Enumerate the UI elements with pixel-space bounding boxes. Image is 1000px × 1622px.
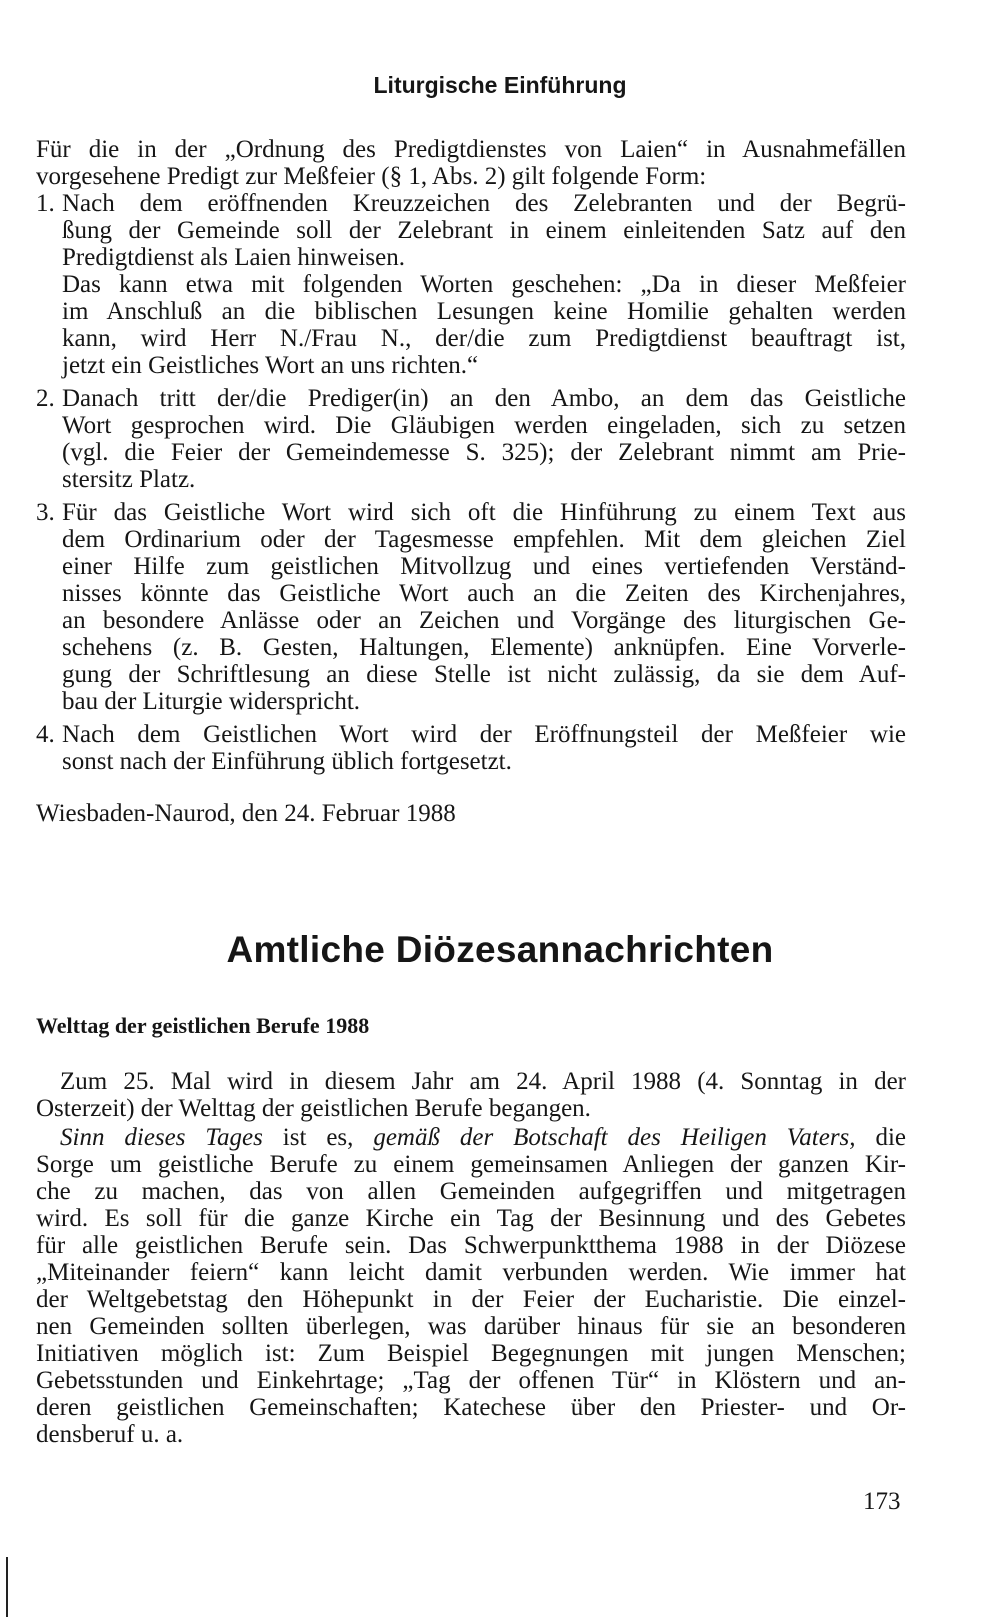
list-item-line: Nach dem Geistlichen Wort wird der Eröffnungsteil der Meßfeier wie xyxy=(62,721,906,748)
paragraph-line: Zum 25. Mal wird in diesem Jahr am 24. April 1988 (4. Sonntag in der xyxy=(60,1068,906,1095)
paragraph-line: der Weltgebetstag den Höhepunkt in der Feier der Eucharistie. Die einzel- xyxy=(36,1286,906,1313)
list-item-line: kann, wird Herr N./Frau N., der/die zum Predigtdienst beauftragt ist, xyxy=(62,325,906,352)
italic-phrase: gemäß der Botschaft des Heiligen Vaters, xyxy=(373,1124,856,1151)
intro-line: Für die in der „Ordnung des Predigtdienstes von Laien“ in Ausnahmefällen xyxy=(36,136,906,163)
list-item-line: schehens (z. B. Gesten, Haltungen, Elemente) anknüpfen. Eine Vorverle- xyxy=(62,634,906,661)
paragraph-line: wird. Es soll für die ganze Kirche ein Tag der Besinnung und des Gebetes xyxy=(36,1205,906,1232)
page-number: 173 xyxy=(863,1488,901,1515)
list-item-line: stersitz Platz. xyxy=(62,466,196,493)
section-heading-liturgische-einfuehrung: Liturgische Einführung xyxy=(373,72,627,98)
text-fragment: ist es, xyxy=(262,1124,374,1151)
list-item-line: Das kann etwa mit folgenden Worten geschehen: „Da in dieser Meßfeier xyxy=(62,271,906,298)
paragraph-line: densberuf u. a. xyxy=(36,1421,184,1448)
list-item-line: sonst nach der Einführung üblich fortgesetzt. xyxy=(62,748,512,775)
list-number: 2. xyxy=(36,385,55,412)
section-heading-amtliche-dioezesannachrichten: Amtliche Diözesannachrichten xyxy=(226,929,774,970)
paragraph-line-italic-mix xyxy=(60,1124,906,1152)
list-item-line: gung der Schriftlesung an diese Stelle ist nicht zulässig, da sie dem Auf- xyxy=(62,661,906,688)
list-item-line: nisses könnte das Geistliche Wort auch an die Zeiten des Kirchenjahres, xyxy=(62,580,906,607)
signature-place-date: Wiesbaden-Naurod, den 24. Februar 1988 xyxy=(36,800,456,827)
paragraph-line: che zu machen, das von allen Gemeinden aufgegriffen und mitgetragen xyxy=(36,1178,906,1205)
text-fragment: die xyxy=(855,1124,906,1151)
intro-line: vorgesehene Predigt zur Meßfeier (§ 1, Abs. 2) gilt folgende Form: xyxy=(36,163,707,190)
paragraph-line: deren geistlichen Gemeinschaften; Katechese über den Priester- und Or- xyxy=(36,1394,906,1421)
list-item-line: (vgl. die Feier der Gemeindemesse S. 325); der Zelebrant nimmt am Prie- xyxy=(62,439,906,466)
paragraph-line: Gebetsstunden und Einkehrtage; „Tag der offenen Tür“ in Klöstern und an- xyxy=(36,1367,906,1394)
subheading-welttag: Welttag der geistlichen Berufe 1988 xyxy=(36,1013,370,1038)
list-number: 3. xyxy=(36,499,55,526)
list-item-line: einer Hilfe zum geistlichen Mitvollzug und eines vertiefenden Verständ- xyxy=(62,553,906,580)
paragraph-line: für alle geistlichen Berufe sein. Das Schwerpunktthema 1988 in der Diözese xyxy=(36,1232,906,1259)
list-item-line: Danach tritt der/die Prediger(in) an den Ambo, an dem das Geistliche xyxy=(62,385,906,412)
list-item-line: im Anschluß an die biblischen Lesungen keine Homilie gehalten werden xyxy=(62,298,906,325)
list-item-line: Nach dem eröffnenden Kreuzzeichen des Zelebranten und der Begrü- xyxy=(62,190,906,217)
list-item-line: an besondere Anlässe oder an Zeichen und Vorgänge des liturgischen Ge- xyxy=(62,607,906,634)
list-item-line: Predigtdienst als Laien hinweisen. xyxy=(62,244,405,271)
paragraph-line: „Miteinander feiern“ kann leicht damit verbunden werden. Wie immer hat xyxy=(36,1259,906,1286)
paragraph-line: nen Gemeinden sollten überlegen, was darüber hinaus für sie an besonderen xyxy=(36,1313,906,1340)
paragraph-line: Osterzeit) der Welttag der geistlichen Berufe begangen. xyxy=(36,1095,591,1122)
list-number: 1. xyxy=(36,190,55,217)
list-item-line: Für das Geistliche Wort wird sich oft die Hinführung zu einem Text aus xyxy=(62,499,906,526)
list-number: 4. xyxy=(36,721,55,748)
list-item-line: jetzt ein Geistliches Wort an uns richten.“ xyxy=(62,352,479,379)
paragraph-line: Initiativen möglich ist: Zum Beispiel Begegnungen mit jungen Menschen; xyxy=(36,1340,906,1367)
paragraph-line: Sorge um geistliche Berufe zu einem gemeinsamen Anliegen der ganzen Kir- xyxy=(36,1151,906,1178)
italic-phrase: Sinn dieses Tages xyxy=(60,1124,263,1151)
list-item-line: bau der Liturgie widerspricht. xyxy=(62,688,361,715)
list-item-line: Wort gesprochen wird. Die Gläubigen werden eingeladen, sich zu setzen xyxy=(62,412,906,439)
list-item-line: dem Ordinarium oder der Tagesmesse empfehlen. Mit dem gleichen Ziel xyxy=(62,526,906,553)
scan-edge-line xyxy=(6,1557,8,1617)
list-item-line: ßung der Gemeinde soll der Zelebrant in einem einleitenden Satz auf den xyxy=(62,217,906,244)
